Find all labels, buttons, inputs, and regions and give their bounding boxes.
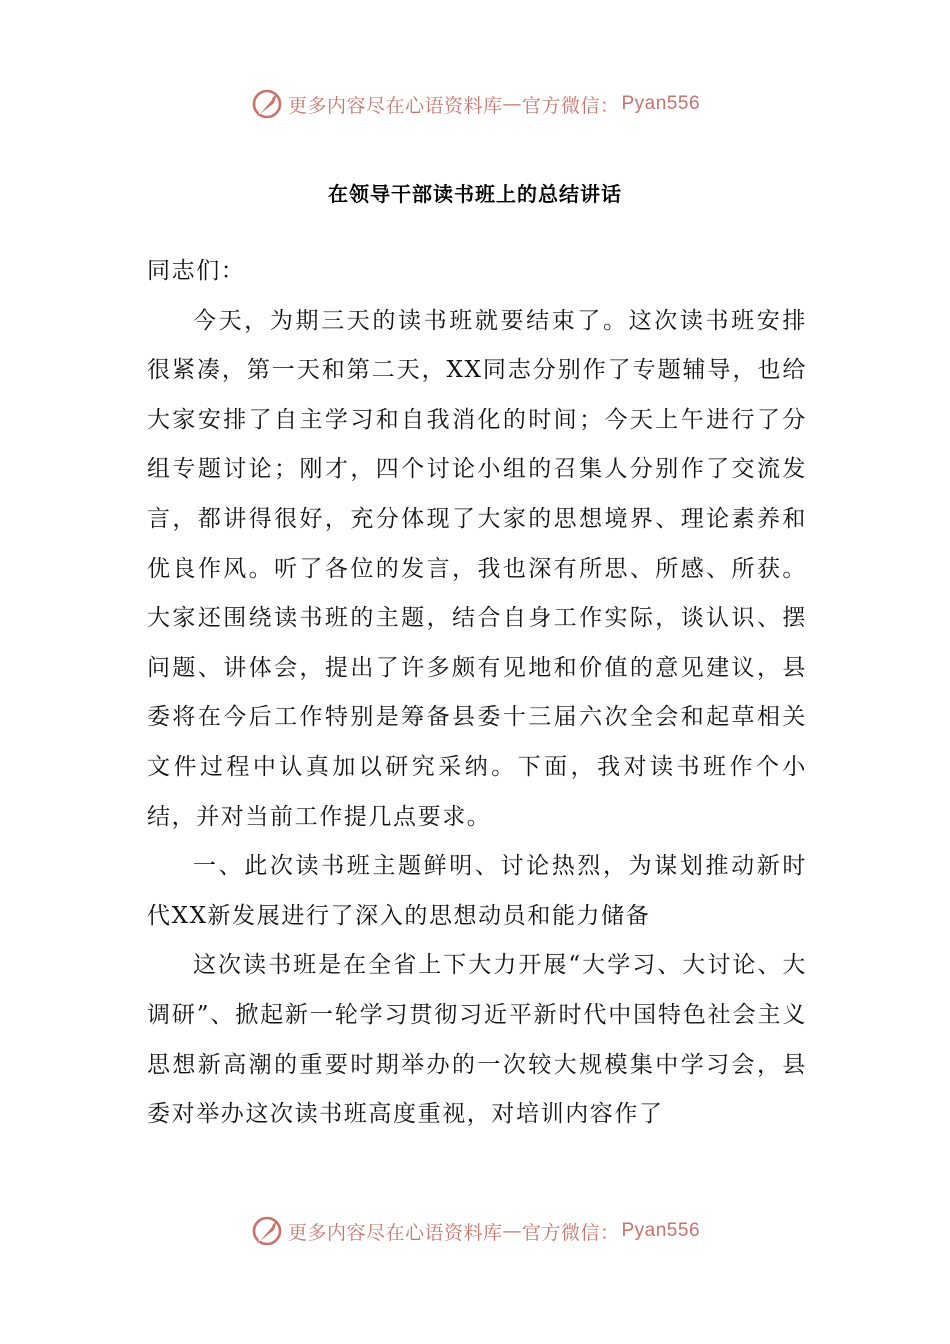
paragraph: 这次读书班是在全省上下大力开展“大学习、大讨论、大调研”、掀起新一轮学习贯彻习近平新时代中国特色社会主义思想新高潮的重要时期举办的一次较大规模集中学习会，县委对举办这次读书班高度重视，对培训内容作了 <box>147 952 807 1128</box>
salutation: 同志们： <box>147 258 246 284</box>
watermark-contact-id: Pyan556 <box>621 1220 701 1241</box>
quill-logo-icon <box>250 87 284 121</box>
watermark-text: 更多内容尽在心语资料库 <box>287 1221 503 1244</box>
paragraph: 今天，为期三天的读书班就要结束了。这次读书班安排很紧凑，第一天和第二天，XX同志分别作了专题辅导，也给大家安排了自主学习和自我消化的时间；今天上午进行了分组专题讨论；刚才，四个讨论小组的召集人分别作了交流发言，都讲得很好，充分体现了大家的思想境界、理论素养和优良作风。听了各位的发言，我也深有所思、所感、所获。大家还围绕读书班的主题，结合自身工作实际，谈认识、摆问题、讲体会，提出了许多颇有见地和价值的意见建议，县委将在今后工作特别是筹备县委十三届六次全会和起草相关文件过程中认真加以研究采纳。下面，我对读书班作个小结，并对当前工作提几点要求。 <box>147 307 807 830</box>
watermark-contact-id: Pyan556 <box>621 93 701 114</box>
header-watermark <box>0 84 950 124</box>
watermark-separator: — <box>502 1220 522 1242</box>
watermark-contact-label: 官方微信： <box>521 1221 620 1244</box>
section-heading: 一、此次读书班主题鲜明、讨论热烈，为谋划推动新时代XX新发展进行了深入的思想动员和能力储备 <box>147 853 807 929</box>
document-body <box>147 247 807 1140</box>
watermark-separator: — <box>502 93 522 115</box>
footer-watermark <box>0 1211 950 1251</box>
watermark-text: 更多内容尽在心语资料库 <box>287 94 503 117</box>
watermark-contact-label: 官方微信： <box>521 94 620 117</box>
quill-logo-icon <box>250 1214 284 1248</box>
document-title: 在领导干部读书班上的总结讲话 <box>328 182 622 206</box>
